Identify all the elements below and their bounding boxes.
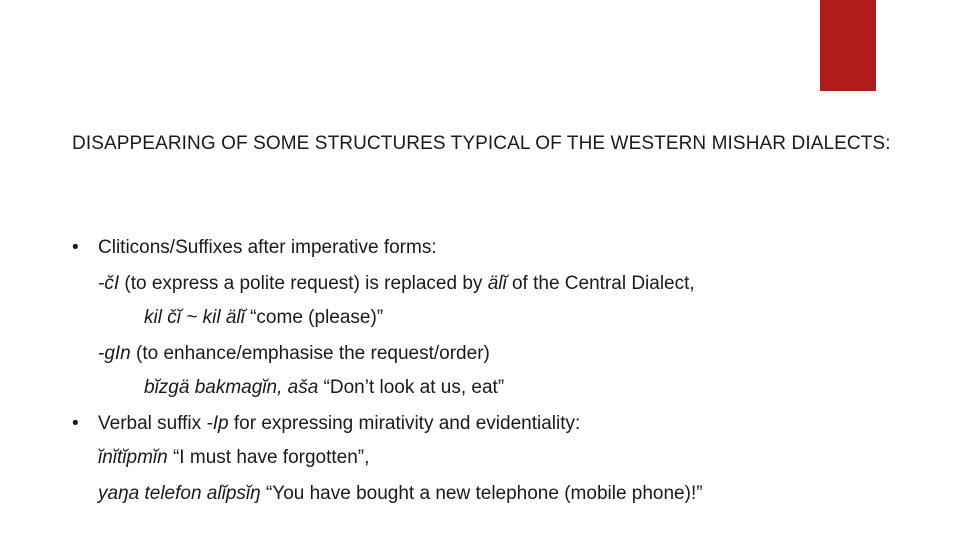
example-1 [144, 302, 383, 334]
suffix-ci-line [98, 268, 695, 300]
bullet-2-heading-pre: Verbal suffix [98, 413, 207, 434]
example-4 [98, 478, 703, 510]
example-4-form: yaŋa telefon alĭpsĭŋ [98, 483, 261, 504]
slide-title: DISAPPEARING OF SOME STRUCTURES TYPICAL OF THE WESTERN MISHAR DIALECTS: [72, 133, 891, 154]
example-3-gloss: “I must have forgotten”, [167, 447, 370, 468]
suffix-gin-desc: (to enhance/emphasise the request/order) [130, 343, 490, 364]
example-2-gloss: “Don’t look at us, eat” [318, 377, 505, 398]
bullet-marker: • [72, 413, 79, 434]
example-2-form: bĭzgä bakmagĭn, aša [144, 377, 319, 398]
bullet-1-heading: Cliticons/Suffixes after imperative forms: [98, 237, 437, 258]
bullet-marker: • [72, 237, 79, 258]
bullet-2-heading-post: for expressing mirativity and evidentiality: [228, 413, 581, 434]
suffix-gin-line [98, 338, 490, 370]
example-3 [98, 442, 369, 474]
suffix-gin: -gIn [98, 343, 131, 364]
suffix-ali: älĭ [487, 273, 507, 294]
example-1-form: kil čĭ ~ kil älĭ [144, 307, 245, 328]
accent-bar [820, 0, 876, 91]
example-4-gloss: “You have bought a new telephone (mobile phone)!” [260, 483, 703, 504]
suffix-ci-desc: (to express a polite request) is replaced by [119, 273, 488, 294]
example-1-gloss: “come (please)” [244, 307, 384, 328]
bullet-2-heading [98, 408, 580, 440]
example-2 [144, 372, 504, 404]
suffix-ali-desc: of the Central Dialect, [506, 273, 695, 294]
suffix-ip: -Ip [206, 413, 229, 434]
example-3-form: ĭnĭtĭpmĭn [98, 447, 168, 468]
suffix-ci: -čI [98, 273, 120, 294]
